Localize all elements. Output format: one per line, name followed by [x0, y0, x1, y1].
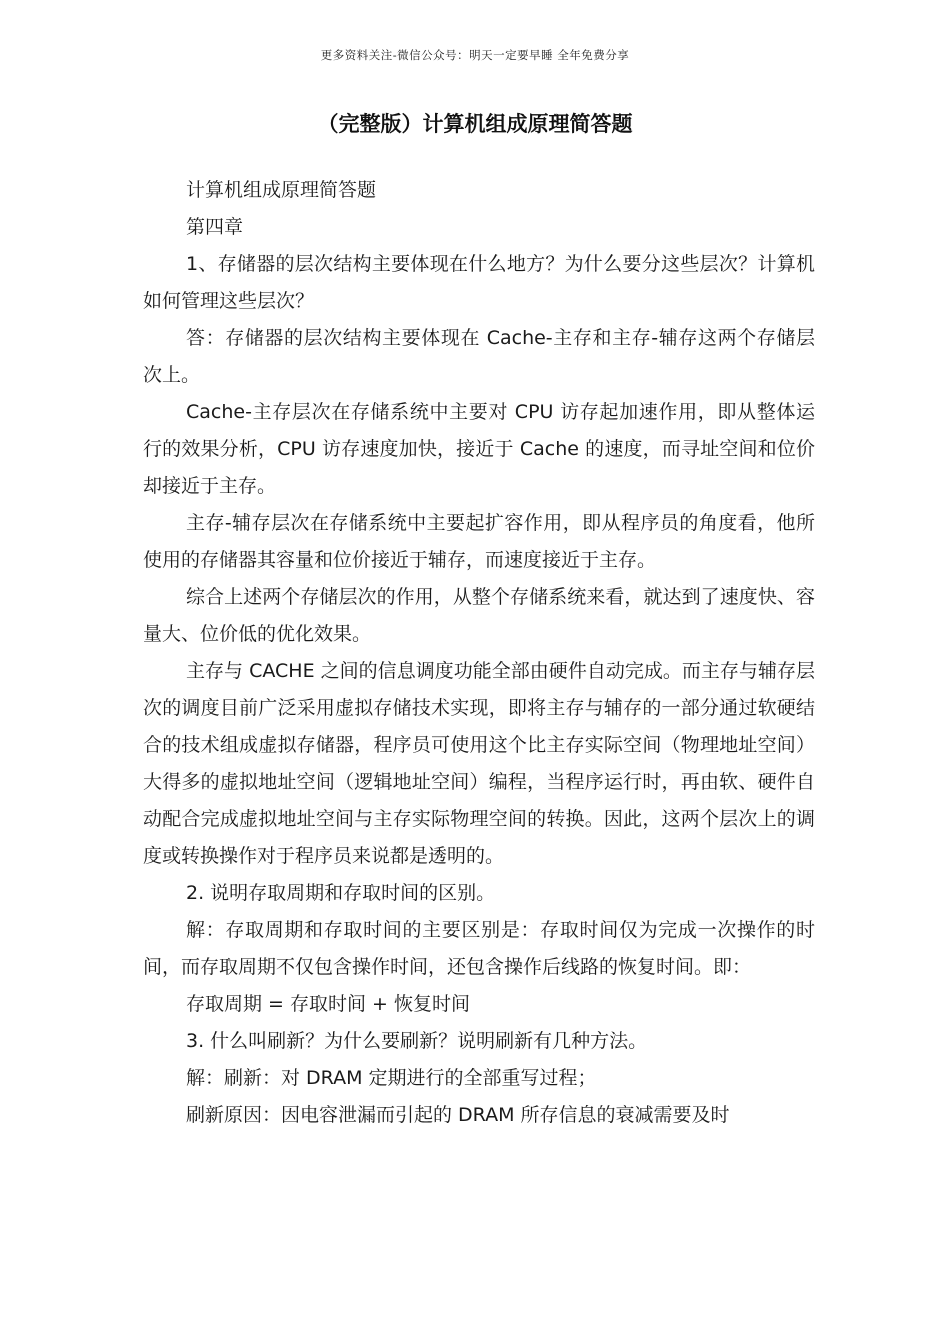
document-title: （完整版）计算机组成原理简答题 [317, 112, 633, 136]
paragraph-question-2: 2. 说明存取周期和存取时间的区别。 [186, 882, 496, 904]
page-header: 更多资料关注-微信公众号：明天一定要早睡 全年免费分享 [320, 48, 630, 62]
paragraph-subtitle: 计算机组成原理简答题 [186, 179, 377, 201]
paragraph-refresh-reason: 刷新原因：因电容泄漏而引起的 DRAM 所存信息的衰减需要及时 [186, 1104, 730, 1126]
paragraph-answer-1: 答：存储器的层次结构主要体现在 Cache-主存和主存-辅存这两个存储层次上。 [143, 327, 815, 386]
paragraph-answer-3: 解：刷新：对 DRAM 定期进行的全部重写过程； [186, 1067, 597, 1089]
document-body [143, 172, 815, 1134]
paragraph-answer-2: 解：存取周期和存取时间的主要区别是：存取时间仅为完成一次操作的时间，而存取周期不仅包含操作时间，还包含操作后线路的恢复时间。即： [143, 919, 815, 978]
paragraph-aux-level: 主存-辅存层次在存储系统中主要起扩容作用，即从程序员的角度看，他所使用的存储器其容量和位价接近于辅存，而速度接近于主存。 [143, 512, 815, 571]
paragraph-chapter: 第四章 [186, 216, 244, 238]
paragraph-question-1: 1、存储器的层次结构主要体现在什么地方？为什么要分这些层次？计算机如何管理这些层次？ [143, 253, 815, 312]
paragraph-summary: 综合上述两个存储层次的作用，从整个存储系统来看，就达到了速度快、容量大、位价低的优化效果。 [143, 586, 815, 645]
paragraph-formula: 存取周期 = 存取时间 + 恢复时间 [186, 993, 470, 1015]
paragraph-scheduling: 主存与 CACHE 之间的信息调度功能全部由硬件自动完成。而主存与辅存层次的调度目前广泛采用虚拟存储技术实现，即将主存与辅存的一部分通过软硬结合的技术组成虚拟存储器，程序员可使用这个比主存实际空间（物理地址空间）大得多的虚拟地址空间（逻辑地址空间）编程，当程序运行时，再由软、硬件自动配合完成虚拟地址空间与主存实际物理空间的转换。因此，这两个层次上的调度或转换操作对于程序员来说都是透明的。 [143, 660, 815, 867]
paragraph-cache-level: Cache-主存层次在存储系统中主要对 CPU 访存起加速作用，即从整体运行的效果分析，CPU 访存速度加快，接近于 Cache 的速度，而寻址空间和位价却接近于主存。 [143, 401, 815, 497]
paragraph-question-3: 3. 什么叫刷新？为什么要刷新？说明刷新有几种方法。 [186, 1030, 648, 1052]
